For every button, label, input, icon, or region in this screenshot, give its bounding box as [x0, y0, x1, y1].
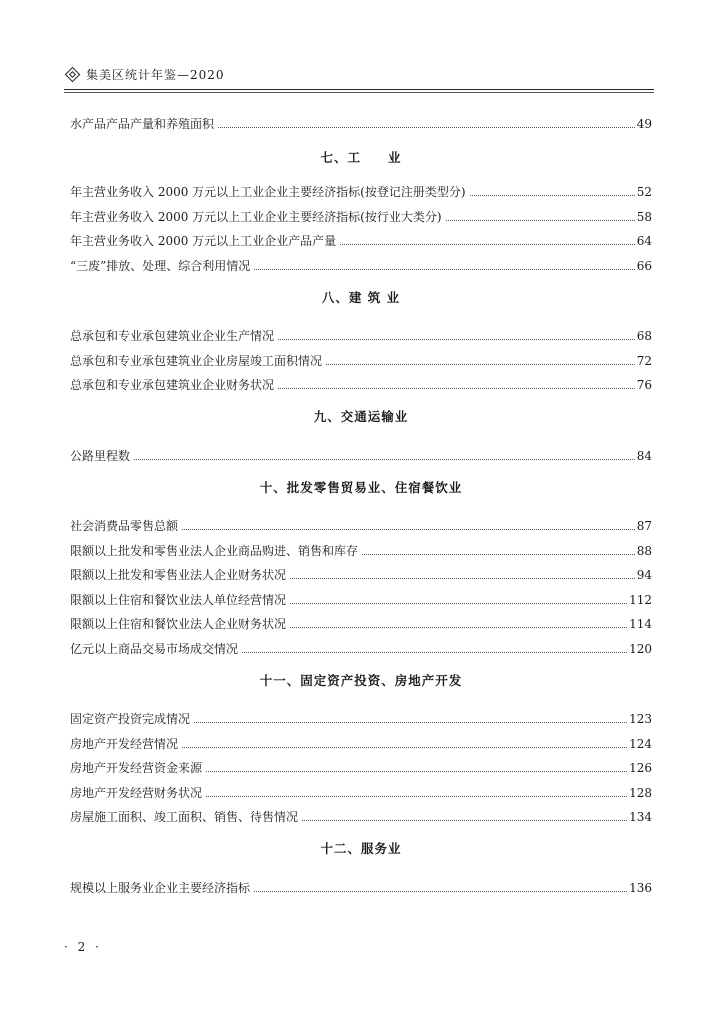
toc-entry-title: 总承包和专业承包建筑业企业生产情况 — [70, 329, 275, 343]
dot-leader — [182, 747, 627, 748]
toc-entry[interactable] — [70, 633, 652, 658]
section-heading: 十、批发零售贸易业、住宿餐饮业 — [259, 479, 463, 495]
dot-leader — [290, 627, 627, 628]
dot-leader — [206, 771, 627, 772]
toc-entry[interactable] — [70, 728, 652, 753]
toc-entry-page: 126 — [629, 761, 652, 775]
toc-entry-page: 120 — [629, 641, 652, 656]
toc-entry-page: 124 — [629, 736, 652, 751]
toc-entry-page: 114 — [629, 617, 652, 631]
dot-leader — [194, 722, 627, 723]
dot-leader — [326, 364, 635, 365]
dot-leader — [134, 459, 635, 460]
toc-entry[interactable] — [70, 250, 652, 275]
toc-entry[interactable] — [70, 226, 652, 251]
dot-leader — [254, 891, 627, 892]
toc-entry[interactable] — [70, 370, 652, 395]
toc-entry-page: 52 — [636, 185, 652, 199]
dot-leader — [254, 269, 634, 270]
toc-entry[interactable] — [70, 511, 652, 536]
toc-entry[interactable] — [70, 177, 652, 202]
section-heading: 十一、固定资产投资、房地产开发 — [259, 672, 463, 688]
toc-entry-title: 社会消费品零售总额 — [70, 519, 179, 533]
dot-leader — [218, 127, 635, 128]
toc-entry-title: “三废”排放、处理、综合利用情况 — [70, 258, 251, 273]
toc-entry[interactable] — [70, 584, 652, 609]
toc-entry-page: 58 — [636, 209, 652, 224]
toc-entry-page: 76 — [636, 378, 652, 392]
toc-entry-title: 限额以上批发和零售业法人企业财务状况 — [70, 568, 287, 582]
toc-entry[interactable] — [70, 609, 652, 634]
dot-leader — [278, 339, 635, 340]
diamond-icon — [65, 67, 81, 83]
table-of-contents — [70, 108, 652, 897]
dot-leader — [182, 529, 635, 530]
toc-entry-page: 72 — [636, 353, 652, 368]
toc-entry-title: 公路里程数 — [70, 448, 131, 463]
section-heading: 八、建 筑 业 — [321, 289, 401, 305]
toc-entry-page: 128 — [629, 785, 652, 800]
toc-entry-page: 112 — [629, 592, 652, 607]
toc-entry[interactable] — [70, 321, 652, 346]
toc-entry-title: 亿元以上商品交易市场成交情况 — [70, 641, 239, 656]
toc-entry-title: 规模以上服务业企业主要经济指标 — [70, 880, 251, 895]
toc-entry-page: 84 — [636, 448, 652, 463]
toc-entry-title: 房地产开发经营资金来源 — [70, 761, 203, 775]
toc-entry-page: 49 — [636, 116, 652, 131]
dot-leader — [290, 603, 627, 604]
dot-leader — [206, 796, 627, 797]
header-rule-thin — [64, 92, 654, 93]
toc-entry[interactable] — [70, 753, 652, 778]
dot-leader — [362, 554, 635, 555]
toc-entry[interactable] — [70, 201, 652, 226]
dot-leader — [242, 652, 627, 653]
dot-leader — [302, 820, 627, 821]
toc-entry-title: 年主营业务收入 2000 万元以上工业企业主要经济指标(按行业大类分) — [70, 209, 442, 224]
toc-entry[interactable] — [70, 108, 652, 133]
toc-entry-title: 年主营业务收入 2000 万元以上工业企业主要经济指标(按登记注册类型分) — [70, 185, 466, 199]
toc-entry-title: 房屋施工面积、竣工面积、销售、待售情况 — [70, 810, 299, 824]
toc-entry-title: 水产品产品产量和养殖面积 — [70, 116, 215, 131]
toc-entry-title: 总承包和专业承包建筑业企业房屋竣工面积情况 — [70, 353, 323, 368]
toc-entry-page: 66 — [636, 258, 652, 273]
section-heading: 十二、服务业 — [320, 841, 402, 856]
toc-entry-page: 94 — [636, 568, 652, 582]
toc-entry-page: 88 — [636, 543, 652, 558]
toc-entry[interactable] — [70, 345, 652, 370]
toc-entry-title: 限额以上住宿和餐饮业法人企业财务状况 — [70, 617, 287, 631]
toc-entry-title: 房地产开发经营财务状况 — [70, 785, 203, 800]
dot-leader — [278, 388, 635, 389]
toc-entry[interactable] — [70, 440, 652, 465]
toc-entry-title: 房地产开发经营情况 — [70, 736, 179, 751]
toc-entry[interactable] — [70, 704, 652, 729]
toc-entry[interactable] — [70, 872, 652, 897]
dot-leader — [290, 578, 635, 579]
toc-entry-title: 限额以上住宿和餐饮业法人单位经营情况 — [70, 592, 287, 607]
section-heading: 七、工 业 — [320, 149, 402, 165]
toc-entry-title: 年主营业务收入 2000 万元以上工业企业产品产量 — [70, 234, 337, 248]
toc-entry-page: 68 — [636, 329, 652, 343]
toc-entry-title: 限额以上批发和零售业法人企业商品购进、销售和库存 — [70, 543, 359, 558]
toc-entry-page: 87 — [636, 519, 652, 533]
toc-entry-page: 64 — [636, 234, 652, 248]
toc-entry[interactable] — [70, 777, 652, 802]
toc-entry-title: 总承包和专业承包建筑业企业财务状况 — [70, 378, 275, 392]
section-heading: 九、交通运输业 — [313, 409, 409, 424]
toc-entry-page: 136 — [629, 880, 652, 895]
dot-leader — [470, 195, 635, 196]
header-rule — [64, 89, 654, 90]
toc-entry-page: 134 — [629, 810, 652, 824]
page-number: · 2 · — [64, 940, 102, 954]
running-header — [64, 66, 654, 83]
toc-entry-title: 固定资产投资完成情况 — [70, 712, 191, 726]
toc-entry[interactable] — [70, 802, 652, 827]
toc-entry-page: 123 — [629, 712, 652, 726]
dot-leader — [340, 244, 635, 245]
dot-leader — [446, 220, 635, 221]
header-title: 集美区统计年鉴—2020 — [86, 68, 225, 82]
toc-entry[interactable] — [70, 560, 652, 585]
toc-entry[interactable] — [70, 535, 652, 560]
